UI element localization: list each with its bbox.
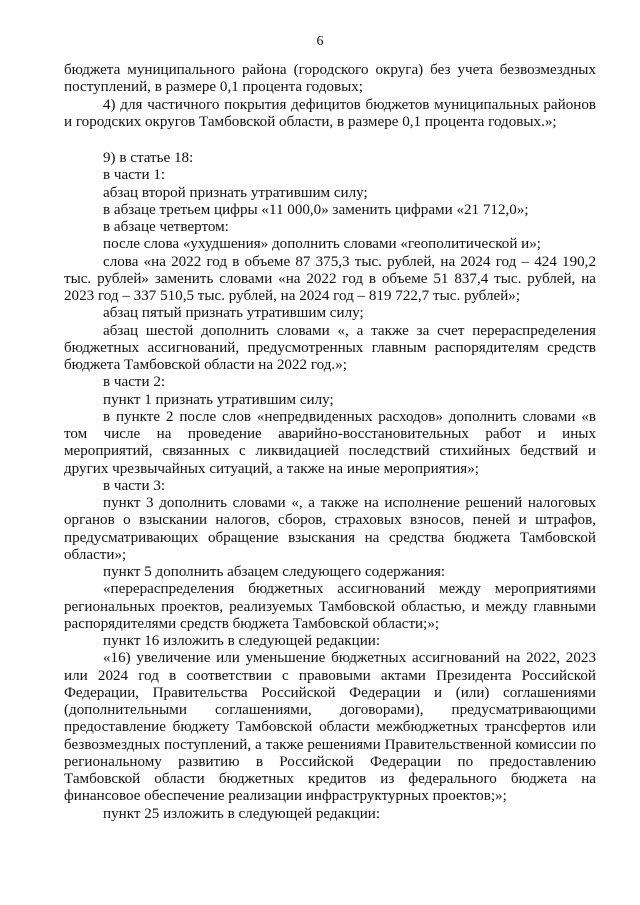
paragraph: пункт 3 дополнить словами «, а также на исполнение решений налоговых органов о взыскании налогов, сборов, страховых взносов, пеней и штрафов, предусматривающих обращение взыскания на средства бюджета Тамбовской области»; — [64, 495, 596, 563]
paragraph: пункт 25 изложить в следующей редакции: — [103, 805, 381, 822]
paragraph: в части 3: — [103, 477, 166, 494]
paragraph: пункт 16 изложить в следующей редакции: — [103, 633, 381, 649]
paragraph: в части 2: — [103, 374, 166, 391]
paragraph: «перераспределения бюджетных ассигнований между мероприятиями региональных проектов, реализуемых Тамбовской областью, и между главными распорядителями средств бюджета Тамбовской области;»; — [64, 581, 596, 632]
paragraph: в абзаце третьем цифры «11 000,0» заменить цифрами «21 712,0»; — [103, 201, 529, 218]
paragraph: 4) для частичного покрытия дефицитов бюджетов муниципальных районов и городских округов Тамбовской области, в размере 0,1 процента годовых.»; — [64, 96, 596, 130]
paragraph: 9) в статье 18: — [103, 150, 194, 166]
paragraph-gap — [64, 131, 596, 150]
document-body — [64, 62, 596, 823]
paragraph: абзац пятый признать утратившим силу; — [103, 305, 364, 322]
paragraph: в части 1: — [103, 167, 166, 184]
paragraph: после слова «ухудшения» дополнить словами «геополитической и»; — [103, 236, 542, 253]
paragraph: абзац второй признать утратившим силу; — [103, 184, 368, 201]
paragraph: бюджета муниципального района (городского округа) без учета безвозмездных поступлений, в размере 0,1 процента годовых; — [64, 62, 596, 96]
paragraph: в абзаце четвертом: — [103, 219, 229, 235]
page-number: 6 — [316, 34, 324, 49]
paragraph: пункт 5 дополнить абзацем следующего содержания: — [103, 564, 446, 580]
paragraph: слова «на 2022 год в объеме 87 375,3 тыс. рублей, на 2024 год – 424 190,2 тыс. рублей» заменить словами «на 2022 год в объеме 51 837,4 тыс. рублей, на 2023 год – 337 510,5 тыс. рублей, на 2024 год – 819 722,7 тыс. рублей»; — [64, 253, 596, 304]
paragraph: абзац шестой дополнить словами «, а также за счет перераспределения бюджетных ассигнований, предусмотренных главным распорядителям средств бюджета Тамбовской области на 2022 год.»; — [64, 322, 596, 373]
paragraph: пункт 1 признать утратившим силу; — [103, 391, 334, 408]
paragraph: в пункте 2 после слов «непредвиденных расходов» дополнить словами «в том числе на проведение аварийно-восстановительных работ и иных мероприятий, связанных с ликвидацией последствий стихийных бедствий и других чрезвычайных ситуаций, а также на иные мероприятия»; — [64, 408, 596, 477]
paragraph: «16) увеличение или уменьшение бюджетных ассигнований на 2022, 2023 или 2024 год в соответствии с правовыми актами Президента Российской Федерации, Правительства Российской Федерации и (или) соглашениями (дополнительными соглашениями, договорами), предусматривающими предоставление бюджету Тамбовской области межбюджетных трансфертов или безвозмездных поступлений, а также решениями Правительственной комиссии по региональному развитию в Российской Федерации по предоставлению Тамбовской области бюджетных кредитов из федерального бюджета на финансовое обеспечение реализации инфраструктурных проектов;»; — [64, 650, 596, 805]
